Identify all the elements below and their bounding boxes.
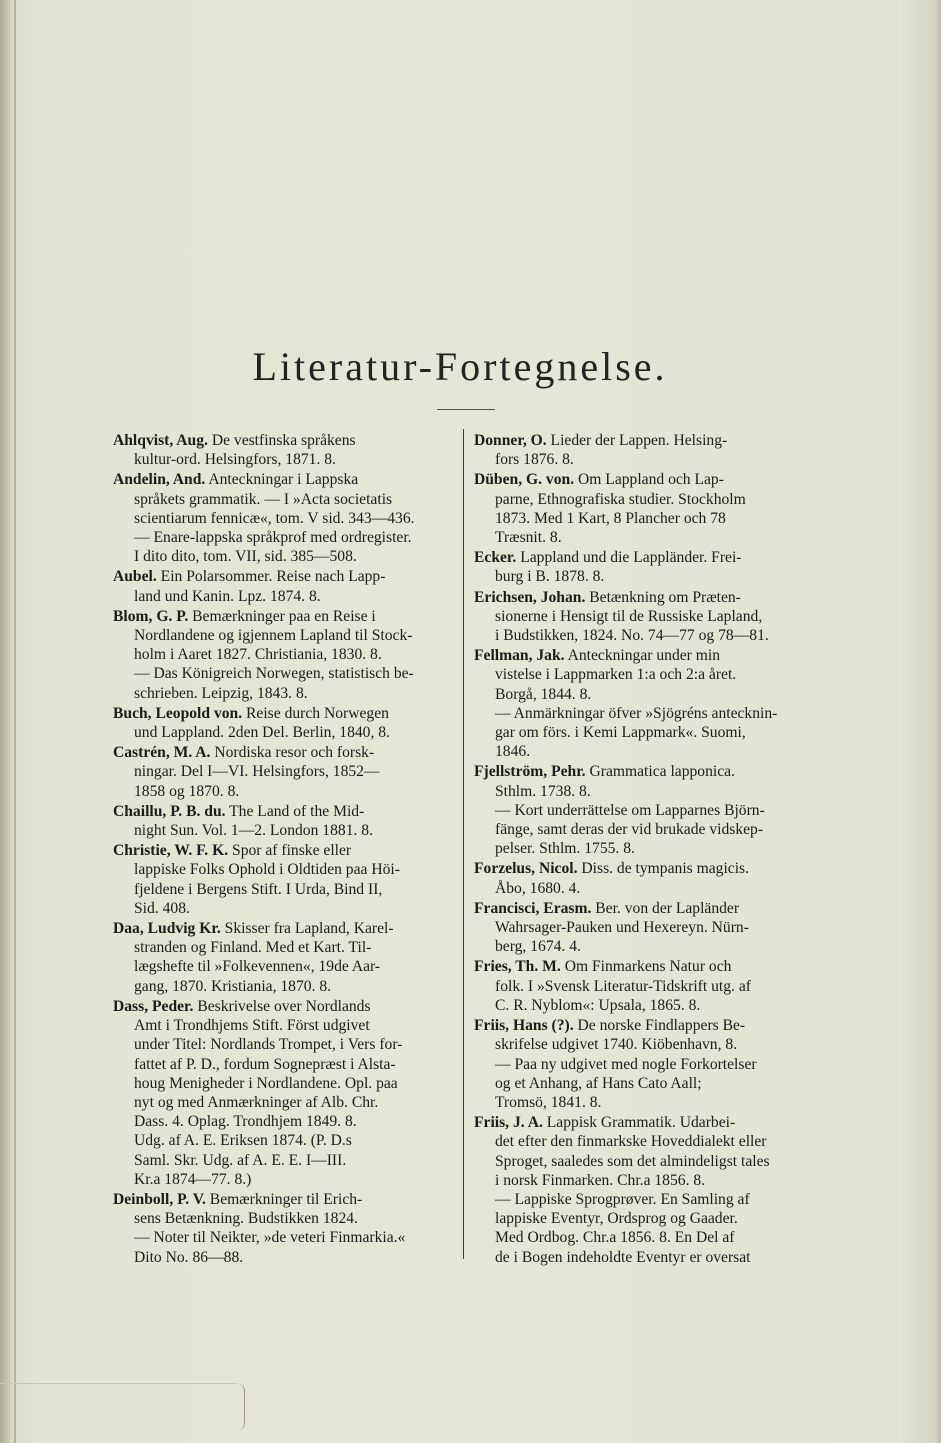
entry-line (474, 646, 831, 665)
entry-text: Nordiska resor och forsk- (214, 744, 375, 762)
bibliography-entry (474, 431, 831, 469)
page-fold-line (0, 1383, 236, 1384)
entry-line (113, 1151, 458, 1170)
bibliography-entry (474, 899, 831, 957)
author-name: Ahlqvist, Aug. (113, 432, 208, 449)
author-name: Francisci, Erasm. (474, 899, 592, 917)
entry-line (113, 860, 458, 879)
bibliography-entry (113, 743, 458, 801)
entry-line (113, 938, 458, 957)
bibliography-entry (113, 431, 458, 469)
entry-text: night Sun. Vol. 1—2. London 1881. 8. (134, 822, 373, 840)
entry-text: 1873. Med 1 Kart, 8 Plancher och 78 (495, 509, 726, 527)
bibliography-entry (474, 470, 831, 547)
entry-text: 1858 og 1870. 8. (134, 782, 240, 800)
entry-line (113, 997, 458, 1016)
entry-text: språkets grammatik. — I »Acta societatis (134, 490, 393, 508)
entry-line (113, 1074, 458, 1093)
bibliography-entry (474, 548, 831, 586)
entry-line (113, 1170, 458, 1189)
author-name: Friis, J. A. (474, 1114, 543, 1132)
entry-text: I dito dito, tom. VII, sid. 385—508. (134, 548, 357, 566)
entry-line (474, 1190, 831, 1209)
binding-edge (14, 0, 16, 1443)
entry-line (113, 841, 458, 860)
entry-text: Om Finmarkens Natur och (564, 958, 732, 976)
entry-line (113, 919, 458, 938)
entry-line (113, 567, 458, 586)
entry-text: Ein Polarsommer. Reise nach Lapp- (160, 568, 386, 586)
entry-line (474, 665, 831, 684)
page-title: Literatur-Fortegnelse. (252, 344, 668, 389)
entry-line (474, 470, 831, 489)
entry-line (113, 664, 458, 683)
author-name: Donner, O. (474, 432, 547, 449)
entry-text: Wahrsager-Pauken und Hexereyn. Nürn- (495, 919, 749, 937)
entry-text: Anteckningar under min (567, 647, 721, 665)
entry-text: nyt og med Anmærkninger af Alb. Chr. (134, 1093, 379, 1111)
entry-line (113, 645, 458, 664)
entry-text: gang, 1870. Kristiania, 1870. 8. (134, 977, 332, 995)
entry-text: lappiske Eventyr, Ordsprog og Gaader. (495, 1210, 738, 1228)
entry-text: folk. I »Svensk Literatur-Tidskrift utg. af (495, 977, 751, 995)
entry-line (474, 1152, 831, 1171)
bibliography-entry (113, 919, 458, 996)
entry-line (474, 528, 831, 547)
entry-line (113, 1112, 458, 1131)
entry-line (474, 723, 831, 742)
author-name: Castrén, M. A. (113, 744, 211, 762)
entry-text: scientiarum fennicæ«, tom. V sid. 343—436. (134, 509, 415, 527)
entry-text: houg Menigheder i Nordlandene. Opl. paa (134, 1074, 398, 1092)
page-fold-mark (228, 1383, 245, 1431)
entry-line (474, 801, 831, 820)
entry-line (113, 587, 458, 606)
author-name: Erichsen, Johan. (474, 588, 586, 606)
author-name: Fries, Th. M. (474, 958, 561, 976)
entry-line (474, 937, 831, 956)
entry-line (113, 528, 458, 547)
entry-line (113, 762, 458, 781)
entry-line (474, 431, 831, 450)
entry-text: land und Kanin. Lpz. 1874. 8. (134, 587, 321, 605)
bibliography-entry (113, 1190, 458, 1267)
entry-line (474, 607, 831, 626)
bibliography-entry (474, 1016, 831, 1112)
entry-line (113, 1190, 458, 1209)
author-name: Dass, Peder. (113, 997, 194, 1015)
entry-text: pelser. Sthlm. 1755. 8. (495, 840, 635, 858)
entry-text: Åbo, 1680. 4. (495, 879, 581, 897)
entry-text: Om Lappland och Lap- (578, 471, 724, 489)
entry-line (113, 450, 458, 469)
author-name: Christie, W. F. K. (113, 842, 229, 860)
entry-text: Borgå, 1844. 8. (495, 685, 592, 703)
entry-line (113, 1228, 458, 1247)
entry-text: Reise durch Norwegen (246, 704, 389, 722)
entry-text: Med Ordbog. Chr.a 1856. 8. En Del af (495, 1229, 735, 1247)
entry-line (113, 977, 458, 996)
entry-text: berg, 1674. 4. (495, 938, 581, 956)
author-name: Aubel. (113, 568, 157, 586)
entry-text: lægshefte til »Folkevennen«, 19de Aar- (134, 958, 381, 976)
entry-line (113, 1248, 458, 1267)
entry-text: Træsnit. 8. (495, 529, 562, 547)
bibliography-entry (113, 802, 458, 840)
entry-text: Sid. 408. (134, 899, 190, 917)
author-name: Düben, G. von. (474, 471, 575, 489)
author-name: Daa, Ludvig Kr. (113, 920, 221, 938)
entry-text: lappiske Folks Ophold i Oldtiden paa Höi- (134, 861, 400, 879)
entry-line (474, 820, 831, 839)
bibliography-entry (113, 704, 458, 742)
entry-text: sens Betænkning. Budstikken 1824. (134, 1210, 358, 1228)
entry-text: Dass. 4. Oplag. Trondhjem 1849. 8. (134, 1113, 357, 1131)
entry-line (113, 880, 458, 899)
entry-text: kultur-ord. Helsingfors, 1871. 8. (134, 451, 336, 469)
entry-line (113, 684, 458, 703)
entry-text: burg i B. 1878. 8. (495, 568, 605, 586)
entry-line (474, 450, 831, 469)
bibliography-entry (474, 762, 831, 858)
entry-line (113, 1093, 458, 1112)
entry-line (474, 1132, 831, 1151)
bibliography-entry (474, 859, 831, 897)
entry-line (113, 957, 458, 976)
binding-shadow (0, 0, 10, 1443)
bibliography-entry (474, 1113, 831, 1267)
entry-text: Bemærkninger til Erich- (209, 1190, 363, 1208)
author-name: Buch, Leopold von. (113, 704, 243, 722)
entry-text: Kr.a 1874—77. 8.) (134, 1170, 252, 1188)
entry-line (474, 977, 831, 996)
bibliography-entry (474, 646, 831, 761)
entry-text: under Titel: Nordlands Trompet, i Vers for- (134, 1036, 403, 1054)
author-name: Ecker. (474, 549, 517, 567)
entry-line (474, 1248, 831, 1267)
entry-line (474, 1093, 831, 1112)
entry-text: vistelse i Lappmarken 1:a och 2:a året. (495, 666, 737, 684)
entry-text: Spor af finske eller (232, 842, 352, 860)
entry-line (474, 490, 831, 509)
bibliography-entry (113, 841, 458, 918)
entry-text: Betænkning om Præten- (589, 588, 741, 606)
entry-text: Sthlm. 1738. 8. (495, 782, 591, 800)
entry-text: — Lappiske Sprogprøver. En Samling af (495, 1190, 750, 1208)
entry-line (474, 1209, 831, 1228)
entry-text: — Noter til Neikter, »de veteri Finmarkia.« (134, 1229, 406, 1247)
entry-text: — Enare-lappska språkprof med ordregister. (134, 529, 412, 547)
entry-text: holm i Aaret 1827. Christiania, 1830. 8. (134, 646, 382, 664)
entry-line (474, 1055, 831, 1074)
entry-text: Dito No. 86—88. (134, 1248, 244, 1266)
entry-text: i Budstikken, 1824. No. 74—77 og 78—81. (495, 627, 769, 645)
author-name: Chaillu, P. B. du. (113, 802, 226, 820)
entry-text: C. R. Nyblom«: Upsala, 1865. 8. (495, 996, 701, 1014)
entry-text: ningar. Del I—VI. Helsingfors, 1852— (134, 763, 380, 781)
entry-line (474, 918, 831, 937)
entry-line (113, 1035, 458, 1054)
entry-line (474, 996, 831, 1015)
title-rule (437, 409, 495, 410)
entry-text: The Land of the Mid- (229, 802, 365, 820)
entry-line (474, 548, 831, 567)
entry-text: Lappland und die Lappländer. Frei- (520, 549, 742, 567)
entry-line (474, 509, 831, 528)
entry-text: De norske Findlappers Be- (577, 1017, 746, 1035)
entry-line (474, 1016, 831, 1035)
author-name: Friis, Hans (?). (474, 1017, 574, 1035)
entry-text: Udg. af A. E. Eriksen 1874. (P. D.s (134, 1132, 352, 1150)
entry-text: De vestfinska språkens (211, 432, 356, 449)
entry-text: fattet af P. D., fordum Sognepræst i Alsta- (134, 1055, 396, 1073)
entry-text: fänge, samt deras der vid brukade vidskep- (495, 821, 764, 839)
entry-line (113, 1055, 458, 1074)
entry-text: Diss. de tympanis magicis. (581, 860, 750, 878)
entry-line (474, 704, 831, 723)
entry-text: 1846. (495, 743, 531, 761)
entry-text: Tromsö, 1841. 8. (495, 1093, 602, 1111)
entry-text: det efter den finmarkske Hoveddialekt eller (495, 1133, 767, 1151)
entry-line (474, 1171, 831, 1190)
entry-text: und Lappland. 2den Del. Berlin, 1840, 8. (134, 724, 390, 742)
entry-text: Anteckningar i Lappska (208, 471, 359, 489)
entry-text: — Das Königreich Norwegen, statistisch be- (134, 665, 414, 683)
bibliography-entry (113, 607, 458, 703)
entry-line (113, 626, 458, 645)
entry-line (474, 1074, 831, 1093)
entry-text: de i Bogen indeholdte Eventyr er oversat (495, 1248, 751, 1266)
entry-line (113, 1016, 458, 1035)
author-name: Forzelus, Nicol. (474, 860, 578, 878)
entry-line (474, 782, 831, 801)
entry-line (113, 1209, 458, 1228)
entry-line (113, 509, 458, 528)
bibliography-entry (113, 997, 458, 1189)
bibliography-entry (474, 957, 831, 1015)
page-edge (935, 0, 941, 1443)
entry-text: Sproget, saaledes som det almindeligst tales (495, 1152, 770, 1170)
entry-text: Bemærkninger paa en Reise i (192, 607, 376, 625)
entry-line (474, 588, 831, 607)
entry-text: stranden og Finland. Med et Kart. Til- (134, 939, 372, 957)
bibliography-entry (474, 588, 831, 646)
entry-line (474, 742, 831, 761)
entry-line (474, 899, 831, 918)
left-column (113, 431, 458, 1268)
entry-line (113, 607, 458, 626)
entry-text: fors 1876. 8. (495, 451, 574, 469)
entry-line (474, 839, 831, 858)
entry-line (474, 957, 831, 976)
entry-text: sionerne i Hensigt til de Russiske Lapland, (495, 607, 763, 625)
entry-line (474, 626, 831, 645)
entry-text: — Kort underrättelse om Lapparnes Björn- (495, 801, 765, 819)
entry-line (113, 743, 458, 762)
entry-text: Ber. von der Lapländer (595, 899, 740, 917)
author-name: Fjellström, Pehr. (474, 763, 586, 781)
bibliography-entry (113, 470, 458, 566)
entry-line (113, 490, 458, 509)
entry-line (474, 1113, 831, 1132)
entry-line (113, 821, 458, 840)
entry-text: Nordlandene og igjennem Lapland til Stock- (134, 627, 413, 645)
entry-text: gar om förs. i Kemi Lappmark«. Suomi, (495, 724, 746, 742)
entry-line (113, 899, 458, 918)
entry-text: skrifelse udgivet 1740. Kiöbenhavn, 8. (495, 1036, 738, 1054)
entry-text: parne, Ethnografiska studier. Stockholm (495, 490, 746, 508)
entry-text: og et Anhang, af Hans Cato Aall; (495, 1074, 702, 1092)
author-name: Andelin, And. (113, 471, 206, 489)
entry-line (113, 431, 458, 450)
entry-text: fjeldene i Bergens Stift. I Urda, Bind II, (134, 880, 383, 898)
entry-text: Saml. Skr. Udg. af A. E. E. I—III. (134, 1151, 347, 1169)
entry-line (474, 567, 831, 586)
column-divider (463, 429, 464, 1259)
entry-text: Lieder der Lappen. Helsing- (550, 432, 728, 449)
entry-text: schrieben. Leipzig, 1843. 8. (134, 684, 308, 702)
entry-text: — Anmärkningar öfver »Sjögréns antecknin- (495, 704, 778, 722)
entry-line (474, 1035, 831, 1054)
author-name: Fellman, Jak. (474, 647, 565, 665)
author-name: Deinboll, P. V. (113, 1190, 206, 1208)
entry-line (474, 1228, 831, 1247)
entry-line (113, 470, 458, 489)
entry-line (474, 762, 831, 781)
entry-text: Amt i Trondhjems Stift. Först udgivet (134, 1017, 370, 1035)
entry-line (474, 859, 831, 878)
entry-text: Lappisk Grammatik. Udarbei- (546, 1114, 736, 1132)
entry-line (113, 782, 458, 801)
entry-line (113, 547, 458, 566)
entry-line (113, 1131, 458, 1150)
entry-line (113, 802, 458, 821)
entry-text: Skisser fra Lapland, Karel- (224, 920, 394, 938)
entry-line (113, 723, 458, 742)
entry-line (474, 879, 831, 898)
bibliography-entry (113, 567, 458, 605)
entry-line (113, 704, 458, 723)
entry-text: Grammatica lapponica. (589, 763, 735, 781)
entry-text: — Paa ny udgivet med nogle Forkortelser (495, 1055, 757, 1073)
right-column (474, 431, 831, 1268)
entry-text: i norsk Finmarken. Chr.a 1856. 8. (495, 1171, 706, 1189)
entry-line (474, 685, 831, 704)
author-name: Blom, G. P. (113, 607, 189, 625)
entry-text: Beskrivelse over Nordlands (197, 997, 371, 1015)
